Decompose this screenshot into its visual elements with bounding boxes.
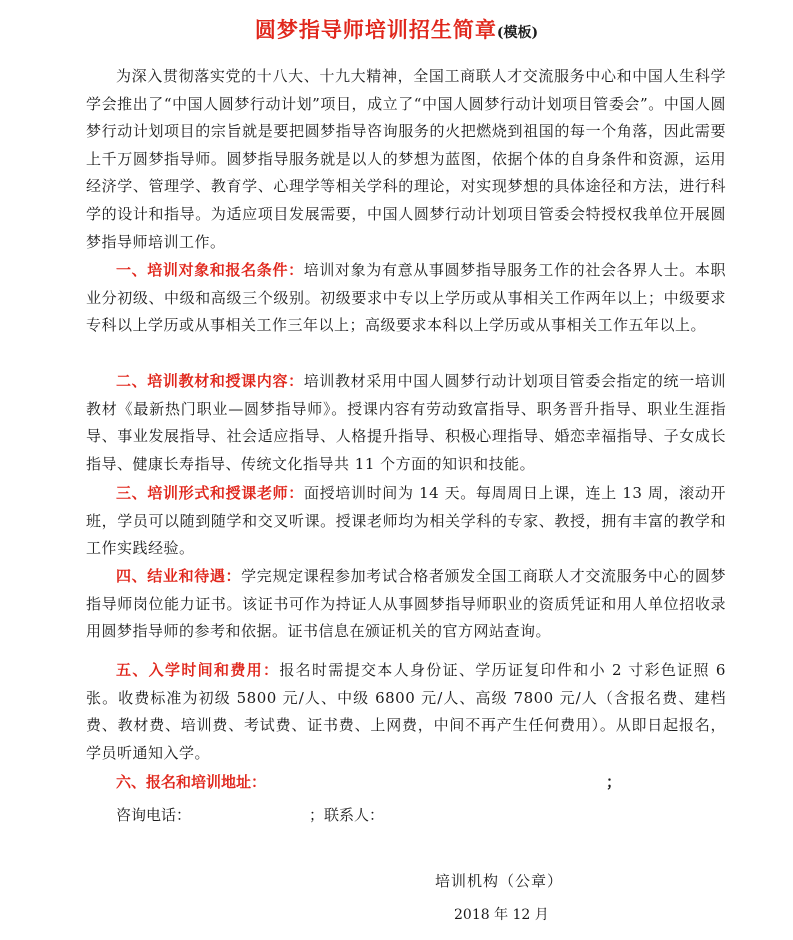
section-3-heading: 三、培训形式和授课老师： [116, 484, 304, 502]
address-line [116, 772, 716, 792]
organization-seal-label: 培训机构（公章） [435, 872, 564, 890]
intro-paragraph: 为深入贯彻落实党的十八大、十九大精神，全国工商联人才交流服务中心和中国人生科学学会推出了“中国人圆梦行动计划”项目，成立了“中国人圆梦行动计划项目管委会”。中国人圆梦行动计划项目的宗旨就是要把圆梦指导咨询服务的火把燃烧到祖国的每一个角落，因此需要上千万圆梦指导师。圆梦指导服务就是以人的梦想为蓝图，依据个体的自身条件和资源，运用经济学、管理学、教育学、心理学等相关学科的理论，对实现梦想的具体途径和方法，进行科学的设计和指导。为适应项目发展需要，中国人圆梦行动计划项目管委会特授权我单位开展圆梦指导师培训工作。 [86, 67, 726, 251]
section-2 [86, 368, 726, 478]
document-date: 2018 年 12 月 [454, 907, 549, 923]
address-heading: 六、报名和培训地址： [116, 773, 267, 791]
title-main: 圆梦指导师培训招生简章 [254, 17, 497, 42]
page-title [0, 14, 793, 44]
phone-label: 咨询电话： [116, 806, 192, 824]
section-5-heading: 五、入学时间和费用： [116, 661, 280, 679]
section-1-body: 培训对象为有意从事圆梦指导服务工作的社会各界人士。本职业分初级、中级和高级三个级别。初级要求中专以上学历或从事相关工作两年以上；中级要求专科以上学历或从事相关工作三年以上；高级要求本科以上学历或从事相关工作五年以上。 [86, 261, 726, 335]
section-5 [86, 657, 726, 767]
section-5-body: 报名时需提交本人身份证、学历证复印件和小 2 寸彩色证照 6 张。收费标准为初级 5800 元/人、中级 6800 元/人、高级 7800 元/人（含报名费、建档费、教材费、培训费、考试费、证书费、上网费，中间不再产生任何费用）。从即日起报名，学员听通知入学。 [86, 661, 726, 762]
section-2-body: 培训教材采用中国人圆梦行动计划项目管委会指定的统一培训教材《最新热门职业—圆梦指导师》。授课内容有劳动致富指导、职务晋升指导、职业生涯指导、事业发展指导、社会适应指导、人格提升指导、积极心理指导、婚恋幸福指导、子女成长指导、健康长寿指导、传统文化指导共 11 个方面的知识和技能。 [86, 372, 726, 473]
address-end: ； [606, 773, 622, 791]
section-4-heading: 四、结业和待遇： [116, 567, 242, 585]
section-3 [86, 480, 726, 563]
contact-person-label: ；联系人： [309, 806, 385, 824]
section-3-body: 面授培训时间为 14 天。每周周日上课，连上 13 周，滚动开班，学员可以随到随学和交叉听课。授课老师均为相关学科的专家、教授，拥有丰富的教学和工作实践经验。 [86, 484, 726, 558]
section-2-heading: 二、培训教材和授课内容： [116, 372, 304, 390]
section-4 [86, 563, 726, 646]
section-1 [86, 257, 726, 340]
section-1-heading: 一、培训对象和报名条件： [116, 261, 304, 279]
contact-line [116, 805, 716, 825]
section-4-body: 学完规定课程参加考试合格者颁发全国工商联人才交流服务中心的圆梦指导师岗位能力证书。该证书可作为持证人从事圆梦指导师职业的资质凭证和用人单位招收录用圆梦指导师的参考和依据。证书信息在颁证机关的官方网站查询。 [86, 567, 726, 641]
title-sub: (模板) [496, 25, 539, 41]
